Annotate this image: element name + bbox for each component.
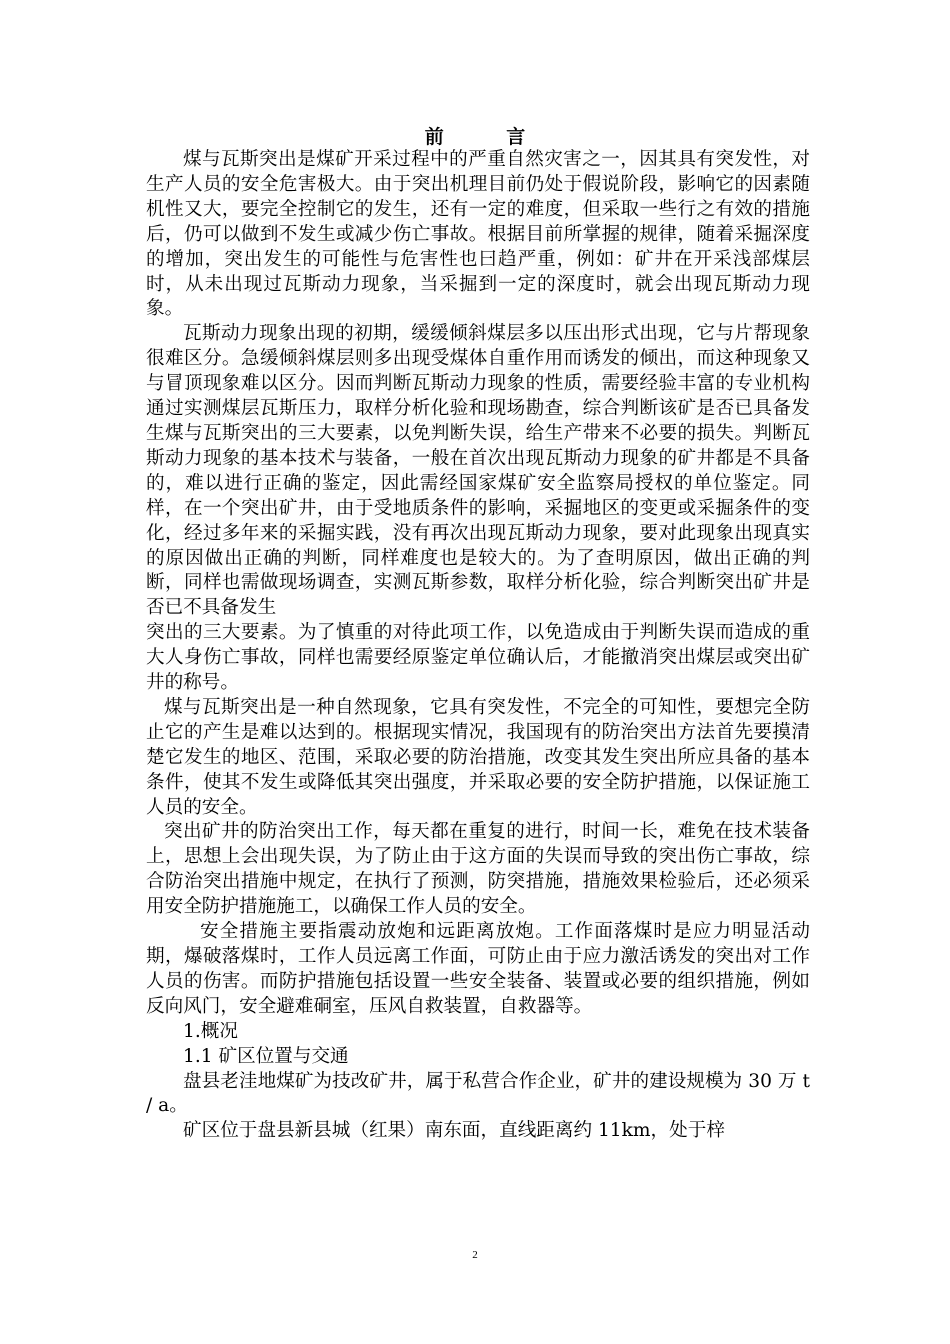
paragraph-gas-dynamics: 瓦斯动力现象出现的初期，缓缓倾斜煤层多以压出形式出现，它与片帮现象很难区分。急缓倾斜煤层则多出现受煤体自重作用而诱发的倾出，而这种现象又与冒顶现象难以区分。因而判断瓦斯动力现象的性质，需要经验丰富的专业机构通过实测煤层瓦斯压力，取样分析化验和现场勘查，综合判断该矿是否已具备发生煤与瓦斯突出的三大要素，以免判断失误，给生产带来不必要的损失。判断瓦斯动力现象的基本技术与装备，一般在首次出现瓦斯动力现象的矿井都是不具备的，难以进行正确的鉴定，因此需经国家煤矿安全监察局授权的单位鉴定。同样，在一个突出矿井，由于受地质条件的影响，采掘地区的变更或采掘条件的变化，经过多年来的采掘实践，没有再次出现瓦斯动力现象，要对此现象出现真实的原因做出正确的判断，同样难度也是较大的。为了查明原因，做出正确的判断，同样也需做现场调查，实测瓦斯参数，取样分析化验，综合判断突出矿井是否已不具备发生 (146, 323, 810, 619)
paragraph-mine-info: 盘县老洼地煤矿为技改矿井，属于私营合作企业，矿井的建设规模为 30 万 t / a。 (146, 1070, 810, 1117)
paragraph-protection-need: 突出矿井的防治突出工作，每天都在重复的进行，时间一长，难免在技术装备上，思想上会出现失误，为了防止由于这方面的失误而导致的突出伤亡事故，综合防治突出措施中规定，在执行了预测，防突措施，措施效果检验后，还必须采用安全防护措施施工，以确保工作人员的安全。 (146, 821, 810, 918)
page-number: 2 (472, 1249, 478, 1261)
page-title: 前 言 (424, 126, 554, 148)
paragraph-prevention: 煤与瓦斯突出是一种自然现象，它具有突发性，不完全的可知性，要想完全防止它的产生是难以达到的。根据现实情况，我国现有的防治突出方法首先要摸清楚它发生的地区、范围，采取必要的防治措施，改变其发生突出所应具备的基本条件，使其不发生或降低其突出强度，并采取必要的安全防护措施，以保证施工人员的安全。 (146, 696, 810, 818)
paragraph-intro: 煤与瓦斯突出是煤矿开采过程中的严重自然灾害之一，因其具有突发性，对生产人员的安全危害极大。由于突出机理目前仍处于假说阶段，影响它的因素随机性又大，要完全控制它的发生，还有一定的难度，但采取一些行之有效的措施后，仍可以做到不发生或减少伤亡事故。根据目前所掌握的规律，随着采掘深度的增加，突出发生的可能性与危害性也曰趋严重，例如：矿井在开采浅部煤层时，从未出现过瓦斯动力现象，当采掘到一定的深度时，就会出现瓦斯动力现象。 (146, 149, 810, 320)
section-heading-overview: 1.概况 (183, 1020, 238, 1042)
paragraph-safety-measures: 安全措施主要指震动放炮和远距离放炮。工作面落煤时是应力明显活动期，爆破落煤时，工作人员远离工作面，可防止由于应力激活诱发的突出对工作人员的伤害。而防护措施包括设置一些安全装备、装置或必要的组织措施，例如反向风门，安全避难硐室，压风自救装置，自救器等。 (146, 921, 810, 1017)
document-body (146, 148, 810, 1144)
section-heading-location: 1.1 矿区位置与交通 (183, 1045, 349, 1067)
paragraph-gas-dynamics-continued: 突出的三大要素。为了慎重的对待此项工作，以免造成由于判断失误而造成的重大人身伤亡事故，同样也需要经原鉴定单位确认后，才能撤消突出煤层或突出矿井的称号。 (146, 622, 810, 694)
paragraph-mine-location: 矿区位于盘县新县城（红果）南东面，直线距离约 11km，处于梓 (183, 1120, 725, 1142)
